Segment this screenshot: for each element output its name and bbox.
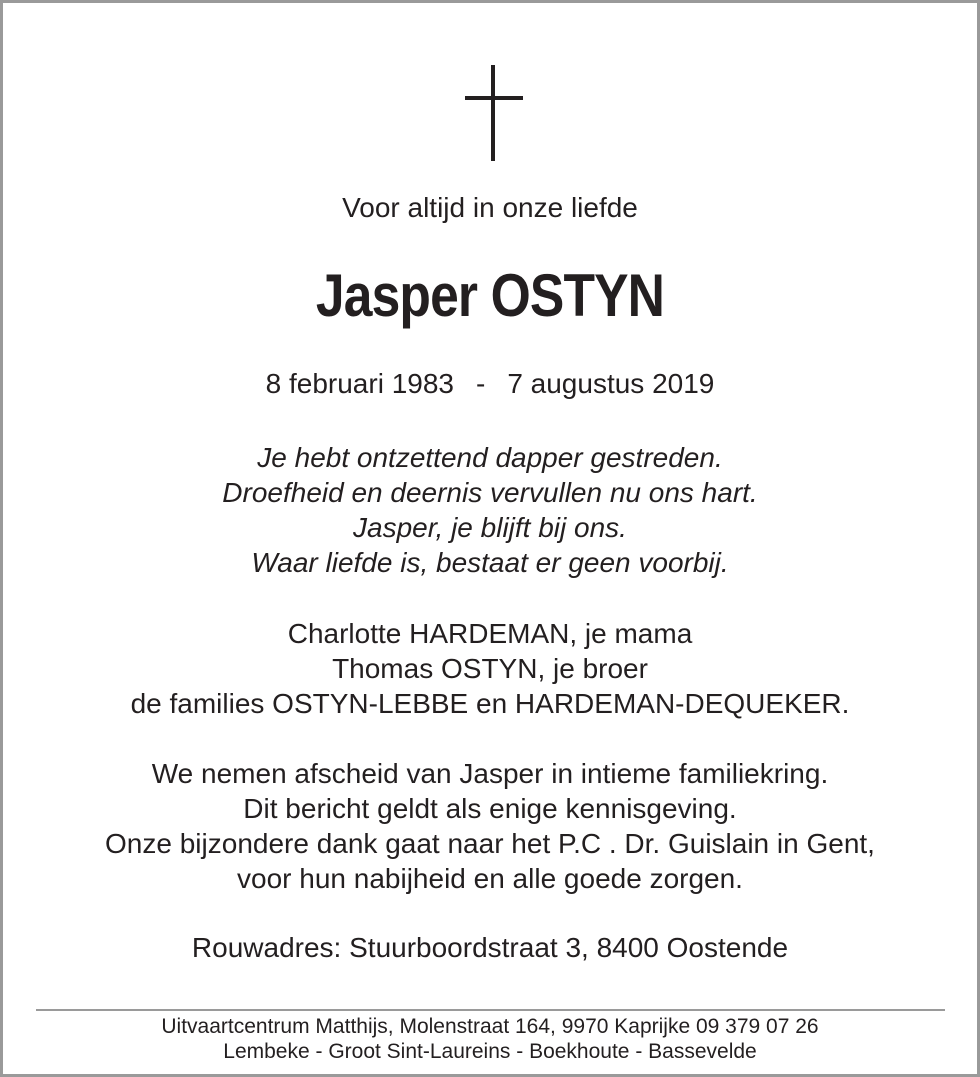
poem-line: Droefheid en deernis vervullen nu ons hart. <box>222 477 758 508</box>
death-date: 7 augustus 2019 <box>507 368 715 399</box>
poem-line: Jasper, je blijft bij ons. <box>353 512 627 543</box>
notice-line: Dit bericht geldt als enige kennisgeving. <box>243 793 737 824</box>
family-member: Thomas OSTYN, je broer <box>332 653 648 684</box>
funeral-home-locations: Lembeke - Groot Sint-Laureins - Boekhoute - Bassevelde <box>223 1040 757 1063</box>
funeral-home-contact: Uitvaartcentrum Matthijs, Molenstraat 164, 9970 Kaprijke 09 379 07 26 <box>161 1015 819 1038</box>
intro-text: Voor altijd in onze liefde <box>342 192 638 223</box>
notice-line: voor hun nabijheid en alle goede zorgen. <box>237 863 743 894</box>
life-dates <box>3 368 977 400</box>
family-list <box>3 616 977 721</box>
family-member: Charlotte HARDEMAN, je mama <box>287 618 693 649</box>
poem-line: Waar liefde is, bestaat er geen voorbij. <box>251 547 729 578</box>
family-member: de families OSTYN-LEBBE en HARDEMAN-DEQUEKER. <box>130 688 850 719</box>
farewell-notice <box>3 756 977 896</box>
date-separator: - <box>475 368 486 399</box>
notice-line: We nemen afscheid van Jasper in intieme familiekring. <box>151 758 829 789</box>
poem-line: Je hebt ontzettend dapper gestreden. <box>257 442 723 473</box>
cross-icon <box>465 65 523 161</box>
mourning-address: Rouwadres: Stuurboordstraat 3, 8400 Oostende <box>191 932 789 963</box>
notice-line: Onze bijzondere dank gaat naar het P.C . Dr. Guislain in Gent, <box>105 828 875 859</box>
poem <box>3 440 977 580</box>
footer-divider <box>36 1009 945 1011</box>
funeral-home-footer <box>3 1014 977 1064</box>
birth-date: 8 februari 1983 <box>265 368 454 399</box>
deceased-name: Jasper OSTYN <box>315 262 665 329</box>
